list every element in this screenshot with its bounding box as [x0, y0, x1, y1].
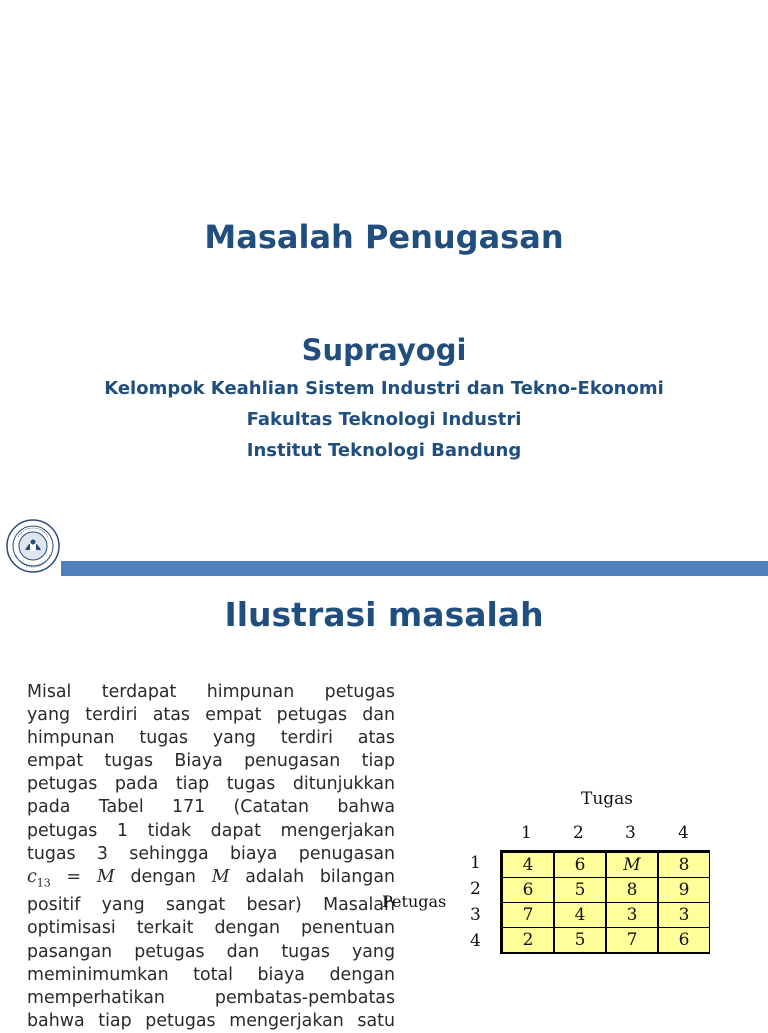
section-title: Ilustrasi masalah	[224, 595, 544, 634]
affiliation-faculty: Fakultas Teknologi Industri	[246, 409, 522, 430]
table-cell: 6	[502, 877, 554, 903]
table-cell: 8	[606, 877, 658, 903]
row-number: 1	[470, 853, 481, 873]
table-cell: M	[606, 852, 658, 878]
paragraph-line: tugas 3 sehingga biaya penugasan	[27, 843, 395, 864]
paragraph-line: petugas 1 tidak dapat mengerjakan	[27, 820, 395, 841]
slide-title: Masalah Penugasan	[204, 218, 564, 256]
paragraph-line: pada Tabel 171 (Catatan bahwa	[27, 797, 395, 818]
paragraph-line: empat tugas Biaya penugasan tiap	[27, 751, 395, 772]
column-header-label: Tugas	[581, 789, 634, 809]
table-cell: 8	[658, 852, 710, 878]
column-number: 1	[521, 823, 532, 843]
table-cell: 4	[502, 852, 554, 878]
author-name: Suprayogi	[301, 333, 467, 367]
table-cell: 6	[554, 852, 606, 878]
paragraph-line: optimisasi terkait dengan penentuan	[27, 918, 395, 939]
itb-logo-icon	[6, 517, 60, 575]
paragraph-line: bahwa tiap petugas mengerjakan satu	[27, 1010, 395, 1031]
paragraph-line: positif yang sangat besar) Masalah	[27, 895, 395, 916]
column-number: 3	[625, 823, 636, 843]
table-cell: 7	[606, 927, 658, 953]
column-number: 4	[678, 823, 689, 843]
column-number: 2	[573, 823, 584, 843]
table-cell: 5	[554, 927, 606, 953]
row-number: 3	[470, 905, 481, 925]
table-cell: 4	[554, 902, 606, 928]
table-cell: 7	[502, 902, 554, 928]
illustration-paragraph	[27, 681, 395, 1033]
table-cell: 3	[658, 902, 710, 928]
table-cell: 5	[554, 877, 606, 903]
table-cell: 2	[502, 927, 554, 953]
math-M: M	[211, 866, 230, 887]
table-cell: 3	[606, 902, 658, 928]
table-cell: 9	[658, 877, 710, 903]
paragraph-line: petugas pada tiap tugas ditunjukkan	[27, 774, 395, 795]
row-number: 4	[470, 931, 481, 951]
paragraph-line: himpunan tugas yang terdiri atas	[27, 728, 395, 749]
title-slide	[0, 0, 768, 512]
affiliation-group: Kelompok Keahlian Sistem Industri dan Tekno-Ekonomi	[104, 378, 664, 399]
divider-band	[61, 561, 768, 576]
paragraph-line-math: $c_{13} = M$ dengan M adalah bilangan	[27, 866, 395, 890]
cost-grid	[500, 850, 710, 954]
row-number: 2	[470, 879, 481, 899]
math-c13: $c_{13} = M$	[27, 866, 115, 890]
paragraph-line: Misal terdapat himpunan petugas	[27, 682, 395, 702]
table-cell: 6	[658, 927, 710, 953]
paragraph-line: meminimumkan total biaya dengan	[27, 964, 395, 985]
cost-table	[460, 786, 720, 956]
paragraph-line: memperhatikan pembatas-pembatas	[27, 987, 395, 1008]
paragraph-line: pasangan petugas dan tugas yang	[27, 941, 395, 962]
paragraph-line: yang terdiri atas empat petugas dan	[27, 705, 395, 726]
row-header-label: Petugas	[382, 892, 447, 911]
affiliation-institute: Institut Teknologi Bandung	[246, 440, 522, 461]
